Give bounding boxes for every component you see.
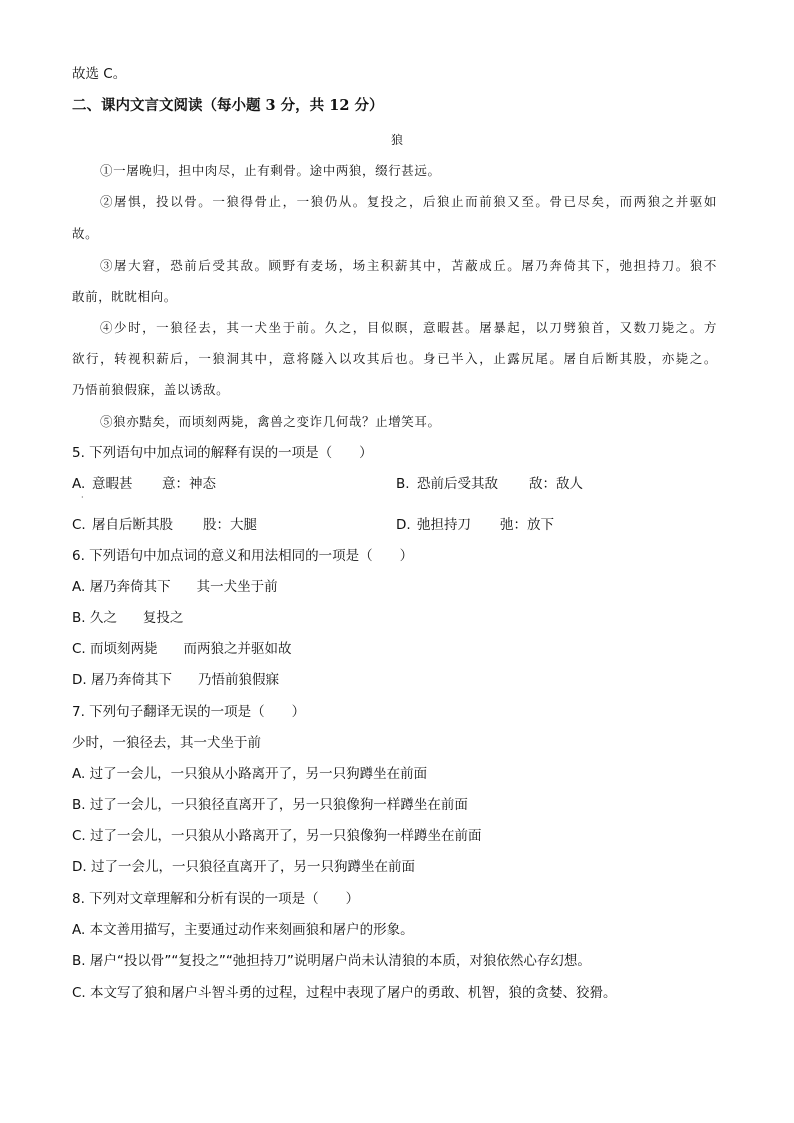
option-first: 屠乃奔倚其下	[90, 672, 172, 688]
option-text: 本文写了狼和屠户斗智斗勇的过程，过程中表现了屠户的勇敢、机智，狼的贪婪、狡猾。	[90, 985, 617, 1001]
question-7-option-d	[72, 857, 415, 877]
passage-line: 敢前，眈眈相向。	[72, 289, 177, 304]
question-8-option-b	[72, 951, 591, 971]
option-text: 屠户“投以骨”“复投之”“弛担持刀”说明屠户尚未认清狼的本质，对狼依然心存幻想。	[89, 953, 591, 969]
passage-line: 故。	[72, 226, 99, 241]
option-letter: D.	[72, 672, 87, 688]
option-phrase: 恐前后受其敌	[417, 476, 498, 492]
question-8-option-a	[72, 920, 414, 940]
option-letter: C.	[72, 985, 86, 1001]
option-gloss: 敌：敌人	[529, 476, 583, 492]
passage-title: 狼	[390, 133, 403, 147]
option-phrase: 弛担持刀	[417, 517, 471, 533]
option-letter: B.	[72, 953, 86, 969]
option-gloss: 股：大腿	[203, 517, 257, 533]
previous-answer-line: 故选 C。	[72, 66, 127, 82]
question-8-stem: 8. 下列对文章理解和分析有误的一项是（ ）	[72, 891, 360, 907]
option-text: 过了一会儿，一只狼从小路离开了，另一只狗蹲坐在前面	[89, 766, 428, 782]
option-first: 久之	[89, 610, 117, 626]
option-letter: A.	[72, 579, 86, 595]
option-letter: B.	[72, 797, 86, 813]
option-letter: A.	[72, 922, 86, 938]
question-6-option-a	[72, 577, 278, 597]
question-6-option-c	[72, 639, 292, 659]
section-heading: 二、课内文言文阅读（每小题 3 分，共 12 分）	[72, 97, 384, 114]
passage-line: ③屠大窘，恐前后受其敌。顾野有麦场，场主积薪其中，苫蔽成丘。屠乃奔倚其下，弛担持刀。狼不	[100, 258, 717, 273]
passage-line: 欲行，转视积薪后，一狼洞其中，意将隧入以攻其后也。身已半入，止露尻尾。屠自后断其股，亦毙之。	[72, 351, 717, 366]
question-8-option-c	[72, 983, 617, 1003]
option-letter: B.	[72, 610, 86, 626]
option-letter: C.	[72, 517, 86, 533]
question-7-option-c	[72, 826, 482, 846]
question-7-sentence: 少时，一狼径去，其一犬坐于前	[72, 735, 261, 751]
question-7-option-b	[72, 795, 468, 815]
option-gloss: 意：神态	[162, 476, 216, 492]
option-letter: A.	[72, 766, 86, 782]
question-7-option-a	[72, 764, 427, 784]
passage-line: 乃悟前狼假寐，盖以诱敌。	[72, 382, 230, 397]
option-letter: D.	[72, 859, 87, 875]
passage-line: ④少时，一狼径去，其一犬坐于前。久之，目似瞑，意暇甚。屠暴起，以刀劈狼首，又数刀毙之。方	[100, 320, 717, 335]
emphasis-dot: ·	[81, 493, 84, 502]
question-5-row-ab	[72, 474, 722, 494]
question-5-stem: 5. 下列语句中加点词的解释有误的一项是（ ）	[72, 445, 373, 461]
option-second: 其一犬坐于前	[196, 579, 278, 595]
passage-line: ⑤狼亦黠矣，而顷刻两毙，禽兽之变诈几何哉？止增笑耳。	[100, 414, 441, 429]
question-6-option-b	[72, 608, 183, 628]
option-text: 本文善用描写，主要通过动作来刻画狼和屠户的形象。	[89, 922, 414, 938]
option-letter: C.	[72, 828, 86, 844]
option-text: 过了一会儿，一只狼从小路离开了，另一只狼像狗一样蹲坐在前面	[90, 828, 482, 844]
question-5-row-cd	[72, 515, 722, 535]
option-second: 而两狼之并驱如故	[183, 641, 292, 657]
passage-line: ①一屠晚归，担中肉尽，止有剩骨。途中两狼，缀行甚远。	[100, 163, 441, 178]
option-letter: C.	[72, 641, 86, 657]
option-text: 过了一会儿，一只狼径直离开了，另一只狗蹲坐在前面	[90, 859, 415, 875]
question-6-option-d	[72, 670, 279, 690]
option-second: 复投之	[142, 610, 184, 626]
option-first: 屠乃奔倚其下	[89, 579, 171, 595]
option-phrase: 意暇甚	[92, 476, 133, 492]
option-gloss: 弛：放下	[500, 517, 554, 533]
option-letter: B.	[396, 476, 410, 492]
option-first: 而顷刻两毙	[90, 641, 158, 657]
option-letter: A.	[72, 476, 86, 492]
option-phrase: 屠自后断其股	[92, 517, 173, 533]
question-7-stem: 7. 下列句子翻译无误的一项是（ ）	[72, 704, 306, 720]
option-second: 乃悟前狼假寐	[197, 672, 279, 688]
passage-line: ②屠惧，投以骨。一狼得骨止，一狼仍从。复投之，后狼止而前狼又至。骨已尽矣，而两狼之并驱如	[100, 194, 717, 209]
option-text: 过了一会儿，一只狼径直离开了，另一只狼像狗一样蹲坐在前面	[89, 797, 468, 813]
question-6-stem: 6. 下列语句中加点词的意义和用法相同的一项是（ ）	[72, 548, 414, 564]
option-letter: D.	[396, 517, 411, 533]
